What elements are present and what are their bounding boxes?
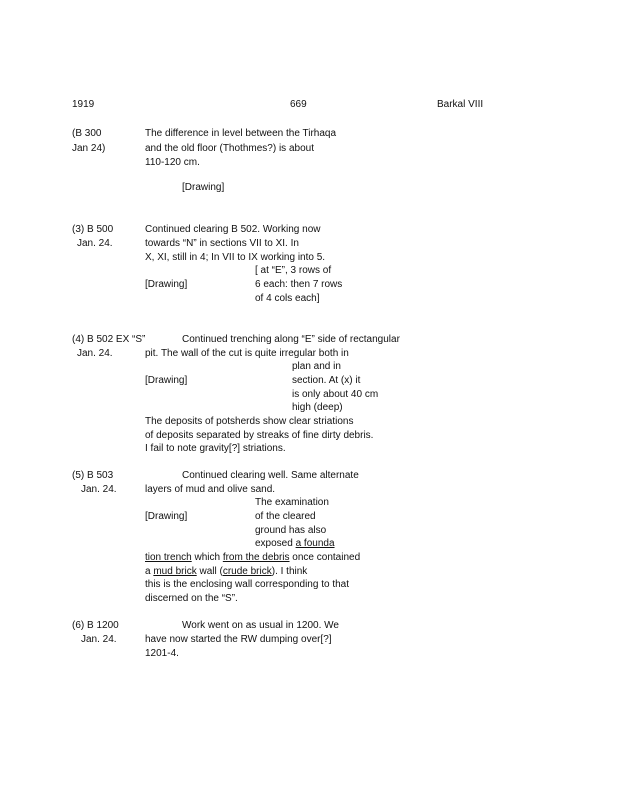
header-volume: Barkal VIII [437,99,484,110]
entry-line: Work went on as usual in 1200. We [182,620,339,631]
entry-line: 110-120 cm. [145,157,200,168]
drawing-placeholder: [Drawing] [145,375,188,386]
entry-date: Jan. 24. [81,634,117,645]
entry-date: Jan. 24. [81,484,117,495]
entry-line: have now started the RW dumping over[?] [145,634,332,645]
side-note-line: The examination [255,497,329,508]
entry-ref: (5) B 503 [72,470,114,481]
entry-line: this is the enclosing wall corresponding to that [145,579,350,590]
entry-line: a mud brick wall (crude brick). I think [145,566,308,577]
entry-line: layers of mud and olive sand. [145,484,276,495]
side-note-line: of 4 cols each] [255,293,320,304]
drawing-placeholder: [Drawing] [182,182,225,193]
underlined-text: from the debris [222,552,290,563]
side-note-line: is only about 40 cm [292,389,379,400]
entry-line: Continued trenching along “E” side of rectangular [182,334,400,345]
entry-line: pit. The wall of the cut is quite irregular both in [145,348,349,359]
entry-line: The difference in level between the Tirhaqa [145,128,337,139]
side-note-line: 6 each: then 7 rows [255,279,343,290]
entry-line: I fail to note gravity[?] striations. [145,443,286,454]
entry-date: Jan. 24. [77,348,113,359]
entry-ref: (B 300 [72,128,102,139]
side-note-line: exposed a founda [255,538,335,549]
side-note-line: of the cleared [255,511,316,522]
header-year: 1919 [72,99,95,110]
entry-line: Continued clearing well. Same alternate [182,470,359,481]
entry-line: The deposits of potsherds show clear striations [145,416,354,427]
side-note-line: high (deep) [292,402,343,413]
entry-line: towards “N” in sections VII to XI. In [145,238,299,249]
drawing-placeholder: [Drawing] [145,511,188,522]
entry-date: Jan 24) [72,143,106,154]
side-note-line: section. At (x) it [292,375,361,386]
entry-line: and the old floor (Thothmes?) is about [145,143,314,154]
entry-ref: (3) B 500 [72,224,114,235]
entry-line: Continued clearing B 502. Working now [145,224,321,235]
underlined-text: crude brick [222,566,272,577]
entry-line: X, XI, still in 4; In VII to IX working into 5. [145,252,326,263]
underlined-text: tion trench [145,552,192,563]
side-note-line: [ at “E”, 3 rows of [255,265,332,276]
underlined-text: a founda [295,538,335,549]
side-note-line: plan and in [292,361,341,372]
underlined-text: mud brick [153,566,197,577]
entry-line: 1201-4. [145,648,179,659]
drawing-placeholder: [Drawing] [145,279,188,290]
entry-line: of deposits separated by streaks of fine dirty debris. [145,430,374,441]
header-page-number: 669 [290,99,307,110]
entry-ref: (6) B 1200 [72,620,119,631]
entry-date: Jan. 24. [77,238,113,249]
entry-line: discerned on the “S”. [145,593,238,604]
entry-line: tion trench which from the debris once contained [145,552,361,563]
entry-ref: (4) B 502 EX “S” [72,334,146,345]
side-note-line: ground has also [255,525,327,536]
